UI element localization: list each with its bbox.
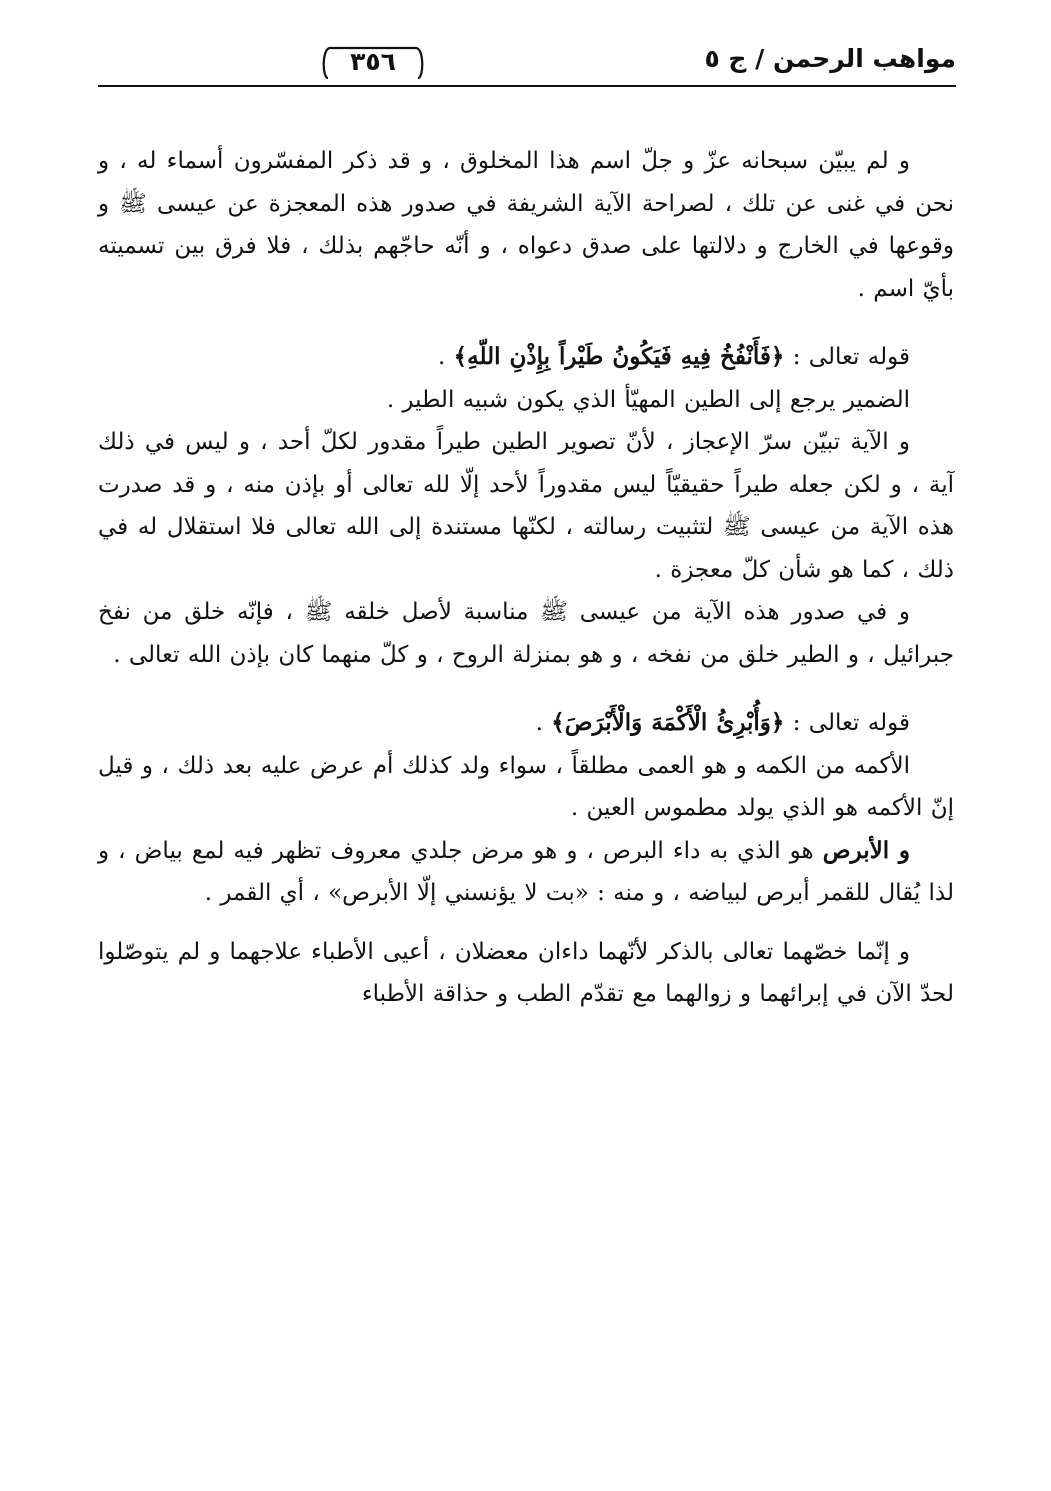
header-rule (98, 85, 956, 87)
paragraph-6 (98, 830, 954, 915)
quranic-verse: ﴿وَأُبْرِئُ الْأَكْمَهَ وَالْأَبْرَصَ﴾ (551, 709, 785, 736)
verse-heading-1 (98, 336, 954, 379)
verse-intro: قوله تعالى : (792, 344, 910, 370)
body-text (98, 140, 954, 1016)
paragraph-2: الضمير يرجع إلى الطين المهيّأ الذي يكون شبيه الطير . (386, 386, 910, 413)
paragraph-5: الأكمه من الكمه و هو العمى مطلقاً ، سواء ولد كذلك أم عرض عليه بعد ذلك ، و قيل إنّ الأكمه هو الذي يولد مطموس العين . (98, 752, 954, 821)
paragraph-6-text: هو الذي به داء البرص ، و هو مرض جلدي معروف تظهر فيه لمع بياض ، و لذا يُقال للقمر أبرص لبياضه ، و منه : «بت لا يؤنسني إلّا الأبرص» ، أي القمر . (98, 837, 954, 906)
paragraph-1: و لم يبيّن سبحانه عزّ و جلّ اسم هذا المخلوق ، و قد ذكر المفسّرون أسماء له ، و نحن في غنى عن تلك ، لصراحة الآية الشريفة في صدور هذه المعجزة عن عيسى ﷺ و وقوعها في الخارج و دلالتها على صدق دعواه ، و أنّه حاجّهم بذلك ، فلا فرق بين تسميته بأيّ اسم . (98, 148, 954, 302)
running-title: مواهب الرحمن / ج ٥ (704, 44, 956, 73)
verse-heading-2 (98, 702, 954, 745)
paragraph-7: و إنّما خصّهما تعالى بالذكر لأنّهما داءان معضلان ، أعيى الأطباء علاجهما و لم يتوصّلوا لحدّ الآن في إبرائهما و زوالهما مع تقدّم الطب و حذاقة الأطباء (98, 938, 954, 1007)
page-header (98, 38, 956, 86)
page-number-badge (320, 44, 426, 78)
quranic-verse: ﴿فَأَنْفُخُ فِيهِ فَيَكُونُ طَيْراً بِإِذْنِ اللّهِ﴾ (453, 343, 785, 370)
verse-end-mark: . (438, 344, 446, 370)
paragraph-4: و في صدور هذه الآية من عيسى ﷺ مناسبة لأصل خلقه ﷺ ، فإنّه خلق من نفخ جبرائيل ، و الطير خلق من نفخه ، و هو بمنزلة الروح ، و كلّ منهما كان بإذن الله تعالى . (98, 599, 954, 668)
paragraph-3: و الآية تبيّن سرّ الإعجاز ، لأنّ تصوير الطين طيراً مقدور لكلّ أحد ، و ليس في ذلك آية ، و لكن جعله طيراً حقيقيّاً ليس مقدوراً لأحد إلّا لله تعالى أو بإذن منه ، و قد صدرت هذه الآية من عيسى ﷺ لتثبيت رسالته ، لكنّها مستندة إلى الله تعالى فلا استقلال له في ذلك ، كما هو شأن كلّ معجزة . (98, 429, 954, 583)
verse-end-mark: . (535, 710, 543, 736)
page-number: ٣٥٦ (350, 46, 396, 76)
verse-intro: قوله تعالى : (792, 710, 910, 736)
defined-term: و الأبرص (822, 836, 910, 864)
